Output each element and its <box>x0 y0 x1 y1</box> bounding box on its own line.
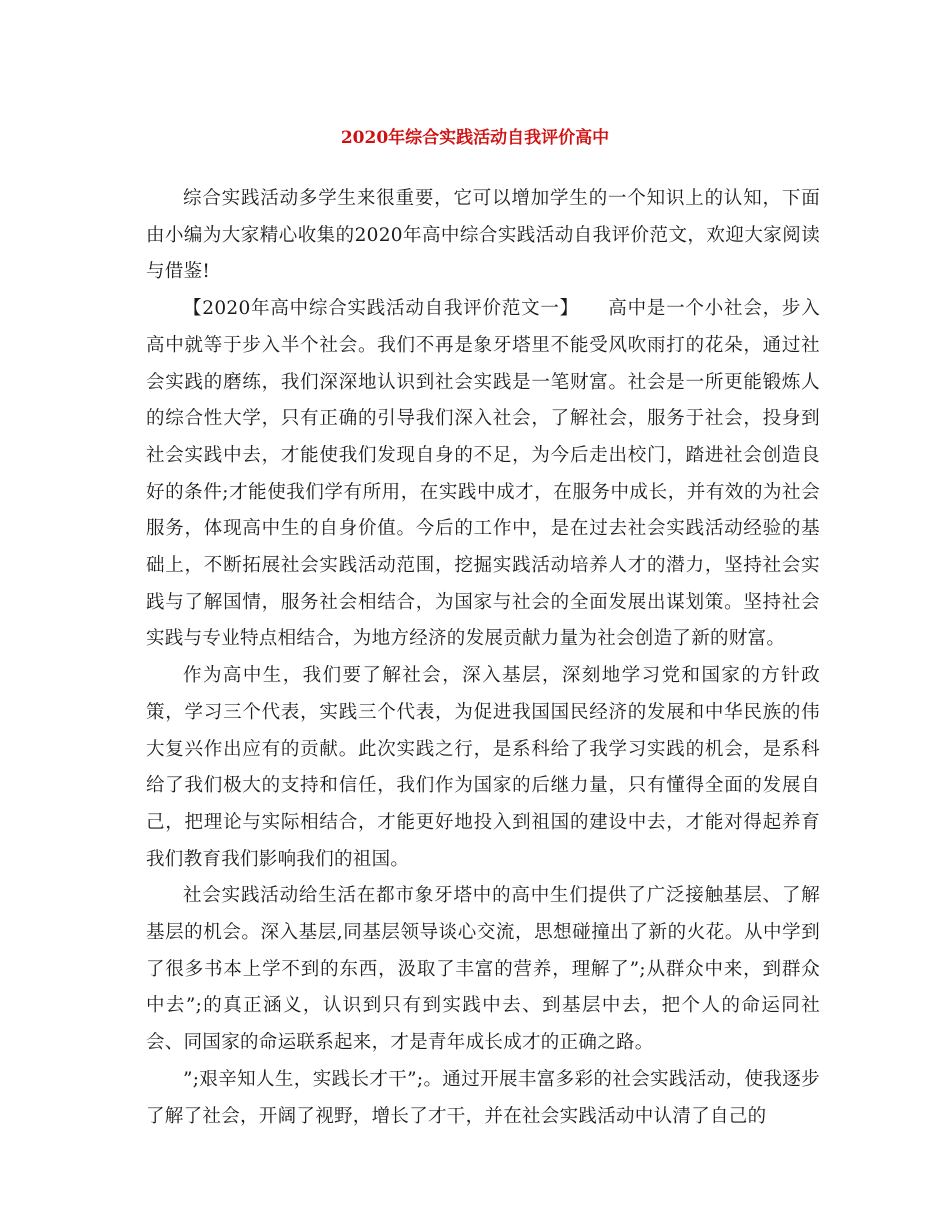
document-title: 2020年综合实践活动自我评价高中 <box>340 128 610 148</box>
paragraph-intro: 综合实践活动多学生来很重要，它可以增加学生的一个知识上的认知，下面由小编为大家精心收集的2020年高中综合实践活动自我评价范文，欢迎大家阅读与借鉴! <box>146 188 820 283</box>
paragraph-hardship: ”;艰辛知人生，实践长才干”;。通过开展丰富多彩的社会实践活动，使我逐步了解了社会，开阔了视野，增长了才干，并在社会实践活动中认清了自己的 <box>146 1068 820 1127</box>
paragraph-social-practice: 社会实践活动给生活在都市象牙塔中的高中生们提供了广泛接触基层、了解基层的机会。深入基层,同基层领导谈心交流，思想碰撞出了新的火花。从中学到了很多书本上学不到的东西，汲取了丰富的营养，理解了”;从群众中来，到群众中去”;的真正涵义，认识到只有到实践中去、到基层中去，把个人的命运同社会、同国家的命运联系起来，才是青年成长成才的正确之路。 <box>146 885 820 1054</box>
document-body <box>146 181 820 1135</box>
paragraph-high-school-student: 作为高中生，我们要了解社会，深入基层，深刻地学习党和国家的方针政策，学习三个代表，实践三个代表，为促进我国国民经济的发展和中华民族的伟大复兴作出应有的贡献。此次实践之行，是系科给了我学习实践的机会，是系科给了我们极大的支持和信任，我们作为国家的后继力量，只有懂得全面的发展自己，把理论与实际相结合，才能更好地投入到祖国的建设中去，才能对得起养育我们教育我们影响我们的祖国。 <box>146 665 820 870</box>
paragraph-sample-one: 【2020年高中综合实践活动自我评价范文一】 高中是一个小社会，步入高中就等于步入半个社会。我们不再是象牙塔里不能受风吹雨打的花朵，通过社会实践的磨练，我们深深地认识到社会实践是一笔财富。社会是一所更能锻炼人的综合性大学，只有正确的引导我们深入社会，了解社会，服务于社会，投身到社会实践中去，才能使我们发现自身的不足，为今后走出校门，踏进社会创造良好的条件;才能使我们学有所用，在实践中成才，在服务中成长，并有效的为社会服务，体现高中生的自身价值。今后的工作中，是在过去社会实践活动经验的基础上，不断拓展社会实践活动范围，挖掘实践活动培养人才的潜力，坚持社会实践与了解国情，服务社会相结合，为国家与社会的全面发展出谋划策。坚持社会实践与专业特点相结合，为地方经济的发展贡献力量为社会创造了新的财富。 <box>146 298 820 650</box>
